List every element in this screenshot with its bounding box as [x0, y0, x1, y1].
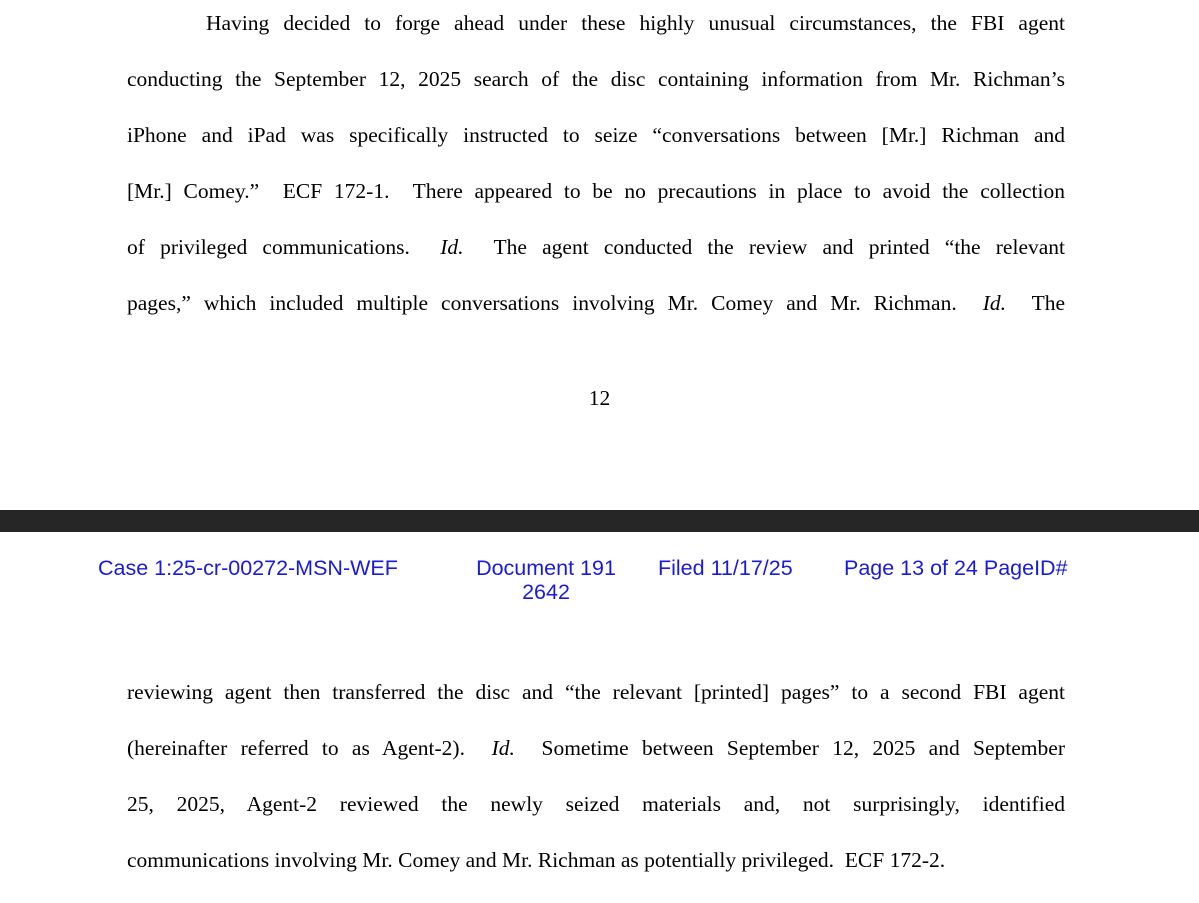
text-line-content: 25, 2025, Agent-2 reviewed the newly seized materials and, not surprisingly, identified	[127, 792, 1065, 816]
text-line-content: Having decided to forge ahead under these highly unusual circumstances, the FBI agent	[206, 11, 1065, 35]
document-number	[468, 556, 624, 604]
text-segment: of privileged communications.	[127, 235, 441, 259]
document-number-line1: Document 191	[476, 556, 616, 580]
page-separator	[0, 510, 1199, 532]
text-line	[127, 275, 1065, 331]
text-segment: The	[1005, 291, 1065, 315]
text-segment: pages,” which included multiple conversations involving Mr. Comey and Mr. Richman.	[127, 291, 983, 315]
case-header	[98, 556, 1098, 608]
text-line-content: iPhone and iPad was specifically instructed to seize “conversations between [Mr.] Richman and	[127, 123, 1065, 147]
citation-id: Id.	[982, 291, 1006, 315]
page-number: 12	[588, 386, 611, 410]
text-line	[127, 776, 1065, 832]
text-line	[127, 0, 1065, 51]
text-line-content: communications involving Mr. Comey and Mr. Richman as potentially privileged. ECF 172-2.	[127, 848, 946, 872]
text-line-content: conducting the September 12, 2025 search of the disc containing information from Mr. Richman’s	[127, 67, 1065, 91]
text-segment: The agent conducted the review and printed “the relevant	[463, 235, 1065, 259]
paragraph-bottom	[127, 664, 1065, 888]
text-line	[127, 163, 1065, 219]
text-segment: (hereinafter referred to as Agent-2).	[127, 736, 492, 760]
text-line	[127, 51, 1065, 107]
citation-id: Id.	[491, 736, 515, 760]
page-info: Page 13 of 24 PageID#	[844, 556, 1068, 580]
text-line-content: [Mr.] Comey.” ECF 172-1. There appeared to be no precautions in place to avoid the collection	[127, 179, 1065, 203]
text-line	[127, 107, 1065, 163]
citation-id: Id.	[440, 235, 464, 259]
filed-date: Filed 11/17/25	[658, 556, 793, 580]
text-line	[127, 832, 1065, 888]
text-segment: Sometime between September 12, 2025 and September	[514, 736, 1065, 760]
case-number: Case 1:25-cr-00272-MSN-WEF	[98, 556, 398, 580]
text-line	[127, 720, 1065, 776]
document-number-line2: 2642	[522, 580, 570, 604]
text-line	[127, 219, 1065, 275]
text-line-content: reviewing agent then transferred the disc and “the relevant [printed] pages” to a second FBI agent	[127, 680, 1065, 704]
text-line	[127, 664, 1065, 720]
paragraph-top	[127, 0, 1065, 331]
